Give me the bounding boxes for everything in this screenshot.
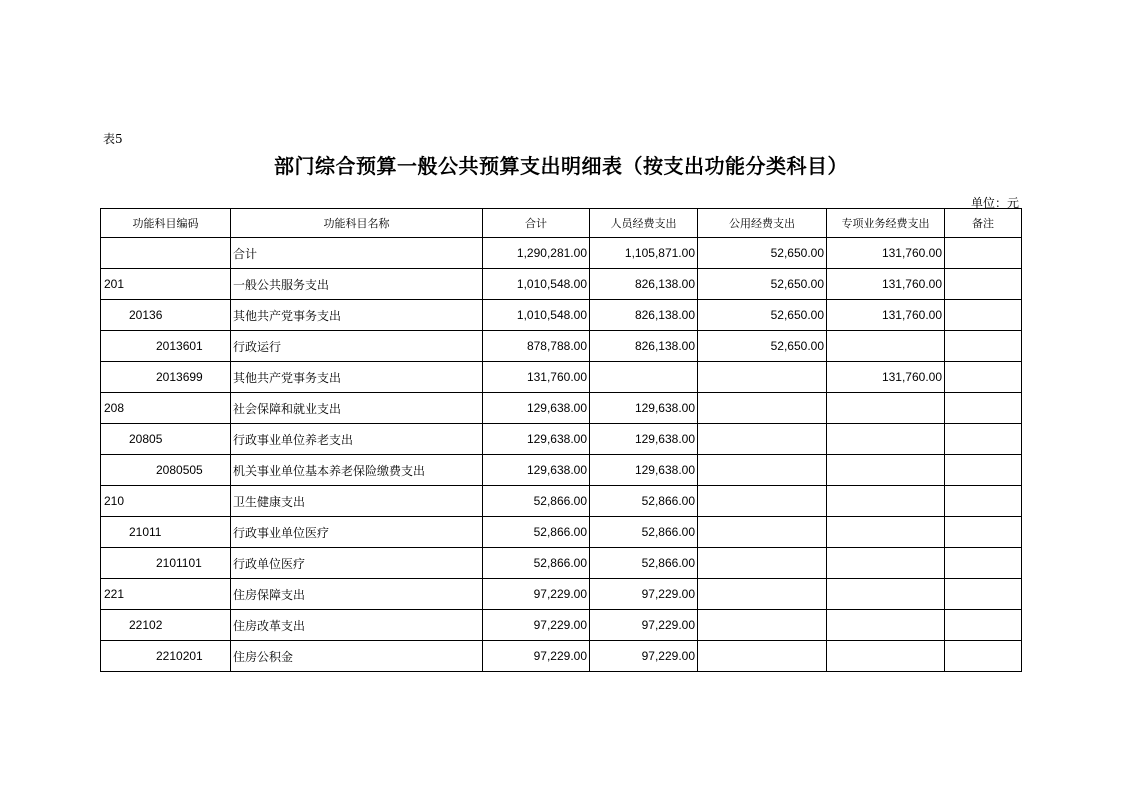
table-row [101, 238, 1022, 269]
cell-name: 机关事业单位基本养老保险缴费支出 [231, 455, 483, 486]
header-personnel: 人员经费支出 [590, 209, 698, 238]
table-row [101, 548, 1022, 579]
cell-remark [945, 610, 1022, 641]
table-row [101, 455, 1022, 486]
cell-remark [945, 331, 1022, 362]
table-row [101, 300, 1022, 331]
cell-remark [945, 486, 1022, 517]
cell-remark [945, 238, 1022, 269]
table-header [101, 209, 1022, 238]
cell-code: 21011 [101, 517, 231, 548]
table-row [101, 269, 1022, 300]
cell-code: 210 [101, 486, 231, 517]
cell-special: 131,760.00 [827, 362, 945, 393]
cell-code: 2080505 [101, 455, 231, 486]
cell-total: 129,638.00 [483, 455, 590, 486]
cell-total: 131,760.00 [483, 362, 590, 393]
cell-remark [945, 455, 1022, 486]
budget-table [100, 208, 1022, 672]
cell-code: 2013601 [101, 331, 231, 362]
cell-special [827, 393, 945, 424]
cell-total: 129,638.00 [483, 424, 590, 455]
table-row [101, 517, 1022, 548]
cell-personnel: 826,138.00 [590, 300, 698, 331]
cell-personnel: 97,229.00 [590, 610, 698, 641]
cell-remark [945, 393, 1022, 424]
cell-code: 221 [101, 579, 231, 610]
cell-remark [945, 548, 1022, 579]
table-row [101, 362, 1022, 393]
header-special: 专项业务经费支出 [827, 209, 945, 238]
cell-code: 2210201 [101, 641, 231, 672]
page-title: 部门综合预算一般公共预算支出明细表（按支出功能分类科目） [274, 154, 848, 178]
cell-total: 52,866.00 [483, 486, 590, 517]
cell-name: 其他共产党事务支出 [231, 300, 483, 331]
cell-name: 住房公积金 [231, 641, 483, 672]
cell-total: 1,010,548.00 [483, 269, 590, 300]
cell-special [827, 455, 945, 486]
cell-name: 行政事业单位养老支出 [231, 424, 483, 455]
table-row [101, 424, 1022, 455]
cell-personnel [590, 362, 698, 393]
cell-public: 52,650.00 [698, 269, 827, 300]
cell-name: 住房改革支出 [231, 610, 483, 641]
cell-special: 131,760.00 [827, 300, 945, 331]
cell-personnel: 129,638.00 [590, 393, 698, 424]
cell-personnel: 826,138.00 [590, 331, 698, 362]
cell-name: 卫生健康支出 [231, 486, 483, 517]
cell-public: 52,650.00 [698, 331, 827, 362]
cell-code: 201 [101, 269, 231, 300]
unit-label: 单位：元 [970, 196, 1019, 210]
cell-total: 52,866.00 [483, 517, 590, 548]
table-row [101, 331, 1022, 362]
cell-special [827, 424, 945, 455]
cell-remark [945, 641, 1022, 672]
cell-special [827, 641, 945, 672]
cell-name: 行政运行 [231, 331, 483, 362]
table-row [101, 579, 1022, 610]
cell-code: 2013699 [101, 362, 231, 393]
cell-public: 52,650.00 [698, 300, 827, 331]
cell-public [698, 610, 827, 641]
cell-code [101, 238, 231, 269]
cell-personnel: 52,866.00 [590, 517, 698, 548]
cell-total: 1,290,281.00 [483, 238, 590, 269]
cell-code: 208 [101, 393, 231, 424]
cell-code: 22102 [101, 610, 231, 641]
header-name: 功能科目名称 [231, 209, 483, 238]
cell-remark [945, 300, 1022, 331]
header-code: 功能科目编码 [101, 209, 231, 238]
cell-personnel: 52,866.00 [590, 486, 698, 517]
cell-name: 行政单位医疗 [231, 548, 483, 579]
cell-total: 129,638.00 [483, 393, 590, 424]
header-public: 公用经费支出 [698, 209, 827, 238]
cell-total: 97,229.00 [483, 579, 590, 610]
table-body [101, 238, 1022, 672]
cell-personnel: 97,229.00 [590, 579, 698, 610]
cell-special [827, 331, 945, 362]
cell-total: 97,229.00 [483, 610, 590, 641]
cell-public [698, 579, 827, 610]
cell-personnel: 97,229.00 [590, 641, 698, 672]
table-row [101, 486, 1022, 517]
cell-name: 其他共产党事务支出 [231, 362, 483, 393]
cell-special [827, 486, 945, 517]
cell-special: 131,760.00 [827, 269, 945, 300]
cell-public [698, 486, 827, 517]
cell-name: 一般公共服务支出 [231, 269, 483, 300]
table-row [101, 641, 1022, 672]
cell-public [698, 641, 827, 672]
cell-name: 合计 [231, 238, 483, 269]
cell-personnel: 826,138.00 [590, 269, 698, 300]
cell-public [698, 548, 827, 579]
cell-personnel: 129,638.00 [590, 424, 698, 455]
cell-special: 131,760.00 [827, 238, 945, 269]
cell-public [698, 362, 827, 393]
cell-remark [945, 517, 1022, 548]
table-row [101, 393, 1022, 424]
cell-special [827, 579, 945, 610]
cell-personnel: 1,105,871.00 [590, 238, 698, 269]
cell-personnel: 129,638.00 [590, 455, 698, 486]
table-row [101, 610, 1022, 641]
cell-personnel: 52,866.00 [590, 548, 698, 579]
cell-total: 97,229.00 [483, 641, 590, 672]
cell-code: 2101101 [101, 548, 231, 579]
cell-remark [945, 269, 1022, 300]
cell-total: 1,010,548.00 [483, 300, 590, 331]
cell-special [827, 548, 945, 579]
cell-name: 行政事业单位医疗 [231, 517, 483, 548]
cell-remark [945, 579, 1022, 610]
cell-public: 52,650.00 [698, 238, 827, 269]
cell-public [698, 517, 827, 548]
header-total: 合计 [483, 209, 590, 238]
cell-public [698, 455, 827, 486]
cell-special [827, 517, 945, 548]
cell-name: 社会保障和就业支出 [231, 393, 483, 424]
cell-name: 住房保障支出 [231, 579, 483, 610]
cell-total: 878,788.00 [483, 331, 590, 362]
cell-code: 20136 [101, 300, 231, 331]
cell-code: 20805 [101, 424, 231, 455]
cell-public [698, 393, 827, 424]
cell-public [698, 424, 827, 455]
cell-remark [945, 362, 1022, 393]
header-row [101, 209, 1022, 238]
header-remark: 备注 [945, 209, 1022, 238]
cell-special [827, 610, 945, 641]
table-number-label: 表5 [103, 132, 123, 146]
cell-total: 52,866.00 [483, 548, 590, 579]
cell-remark [945, 424, 1022, 455]
